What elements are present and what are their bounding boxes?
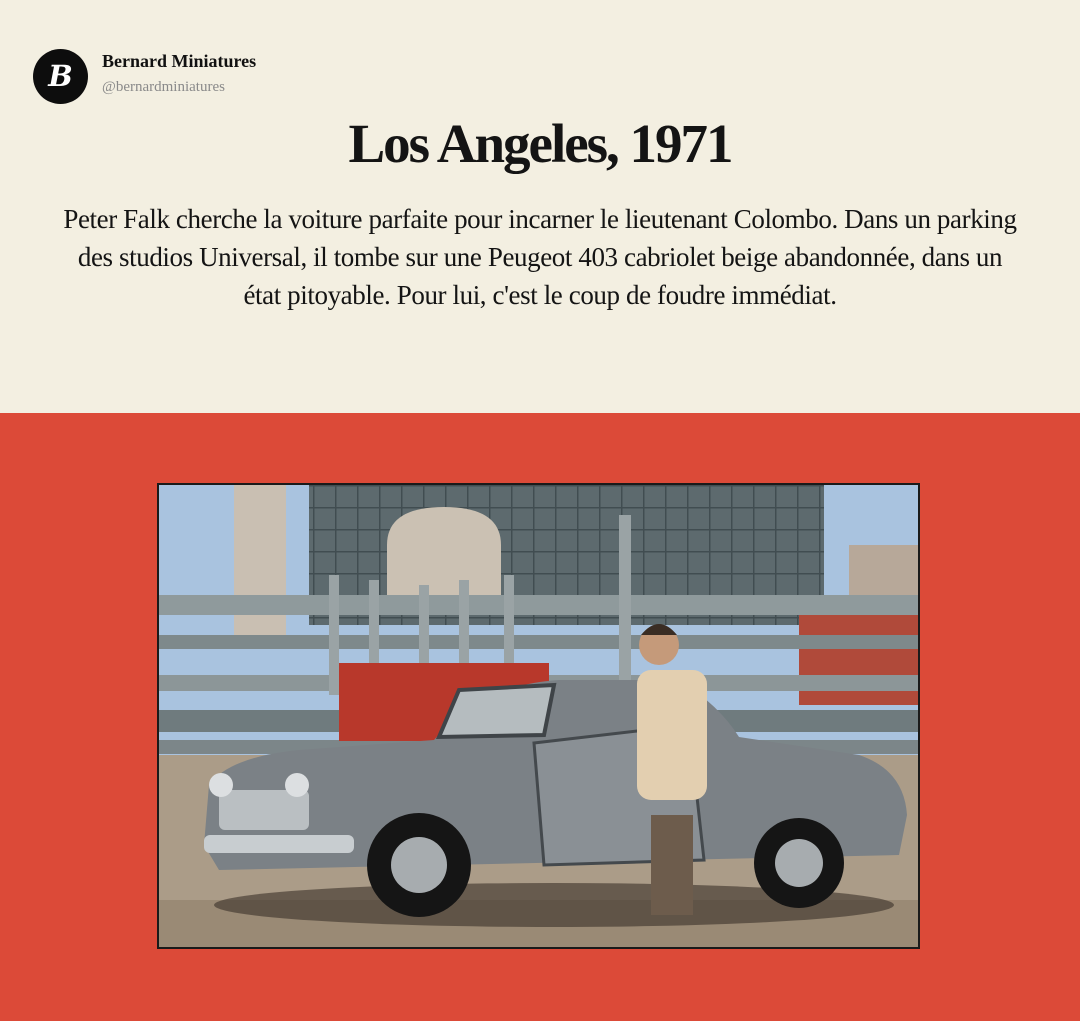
- avatar[interactable]: B: [33, 49, 88, 104]
- post-title: Los Angeles, 1971: [348, 113, 732, 174]
- post-photo: [157, 483, 920, 949]
- author-name[interactable]: Bernard Miniatures: [102, 51, 257, 71]
- author-handle[interactable]: @bernardminiatures: [102, 79, 225, 95]
- post-body: Peter Falk cherche la voiture parfaite pour incarner le lieutenant Colombo. Dans un parking des studios Universal, il tombe sur une Peugeot 403 cabriolet beige abandonnée, dans un état pitoyable. Pour lui, c'est le coup de foudre immédiat.: [63, 204, 1017, 310]
